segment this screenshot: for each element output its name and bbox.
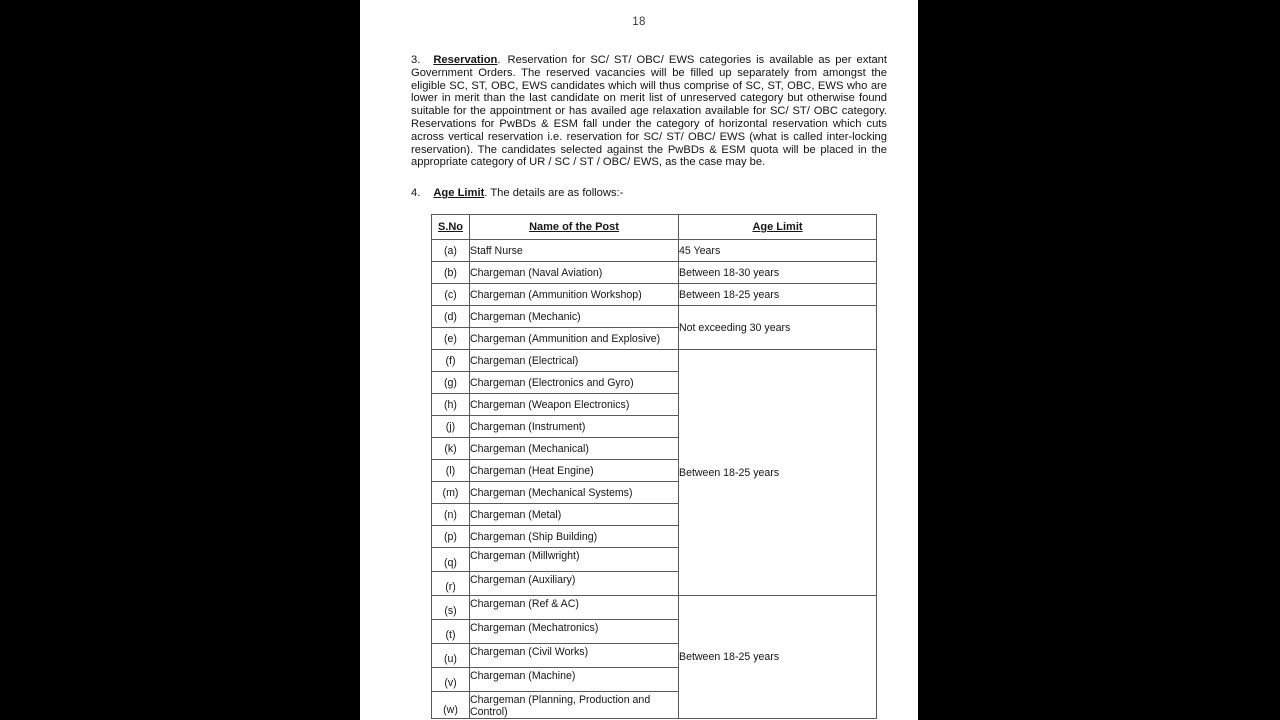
cell-age-limit: Between 18-25 years — [679, 596, 877, 719]
cell-post-name: Chargeman (Millwright) — [470, 548, 679, 572]
column-header-age: Age Limit — [679, 215, 877, 240]
table-row — [432, 262, 877, 284]
reservation-heading-punct: . — [497, 54, 501, 66]
cell-post-name: Chargeman (Ammunition and Explosive) — [470, 328, 679, 350]
reservation-body: Reservation for SC/ ST/ OBC/ EWS categories is available as per extant Government Orders. The reserved vacancies will be filled up separately from amongst the eligible SC, ST, OBC, EWS candidates which will thus comprise of SC, ST, OBC, EWS who are lower in merit than the last candidate on merit list of unreserved category but otherwise found suitable for the appointment or has availed age relaxation available for SC/ ST/ OBC category. Reservations for PwBDs & ESM fall under the category of horizontal reservation which cuts across vertical reservation i.e. reservation for SC/ ST/ OBC/ EWS (what is called inter-locking reservation). The candidates selected against the PwBDs & ESM quota will be placed in the appropriate category of UR / SC / ST / OBC/ EWS, as the case may be. — [411, 54, 887, 169]
cell-age-limit: Between 18-30 years — [679, 262, 877, 284]
age-limit-table — [431, 214, 877, 719]
table-header-row — [432, 215, 877, 240]
cell-sno: (f) — [432, 350, 470, 372]
section-age-limit — [411, 187, 887, 200]
cell-sno: (d) — [432, 306, 470, 328]
cell-sno: (h) — [432, 394, 470, 416]
cell-post-name: Chargeman (Mechatronics) — [470, 620, 679, 644]
cell-post-name: Chargeman (Mechanical Systems) — [470, 482, 679, 504]
column-header-post: Name of the Post — [470, 215, 679, 240]
column-header-sno: S.No — [432, 215, 470, 240]
cell-sno: (w) — [432, 692, 470, 719]
cell-sno: (j) — [432, 416, 470, 438]
cell-post-name: Chargeman (Instrument) — [470, 416, 679, 438]
cell-post-name: Chargeman (Mechanic) — [470, 306, 679, 328]
cell-sno: (t) — [432, 620, 470, 644]
age-limit-table-wrapper — [431, 214, 887, 719]
cell-age-limit: Between 18-25 years — [679, 284, 877, 306]
cell-sno: (a) — [432, 240, 470, 262]
cell-post-name: Chargeman (Heat Engine) — [470, 460, 679, 482]
table-row — [432, 350, 877, 372]
table-header — [432, 215, 877, 240]
cell-sno: (g) — [432, 372, 470, 394]
age-limit-heading: Age Limit — [433, 187, 485, 200]
cell-post-name: Chargeman (Auxiliary) — [470, 572, 679, 596]
cell-post-name: Chargeman (Civil Works) — [470, 644, 679, 668]
cell-sno: (s) — [432, 596, 470, 620]
page-number: 18 — [632, 16, 646, 28]
cell-sno: (p) — [432, 526, 470, 548]
cell-sno: (e) — [432, 328, 470, 350]
cell-post-name: Chargeman (Ship Building) — [470, 526, 679, 548]
cell-post-name: Chargeman (Metal) — [470, 504, 679, 526]
cell-sno: (r) — [432, 572, 470, 596]
reservation-paragraph — [411, 54, 887, 169]
cell-age-limit: Not exceeding 30 years — [679, 306, 877, 350]
reservation-number: 3. — [411, 54, 421, 66]
cell-sno: (c) — [432, 284, 470, 306]
table-row — [432, 240, 877, 262]
cell-sno: (q) — [432, 548, 470, 572]
cell-sno: (k) — [432, 438, 470, 460]
cell-post-name: Chargeman (Electrical) — [470, 350, 679, 372]
page-content — [411, 54, 887, 719]
section-reservation — [411, 54, 887, 169]
table-body — [432, 240, 877, 719]
cell-sno: (m) — [432, 482, 470, 504]
cell-sno: (u) — [432, 644, 470, 668]
cell-post-name: Chargeman (Naval Aviation) — [470, 262, 679, 284]
age-limit-intro: . The details are as follows:- — [484, 187, 624, 200]
table-row — [432, 306, 877, 328]
cell-post-name: Chargeman (Planning, Production and Control) — [470, 692, 679, 719]
cell-post-name: Chargeman (Weapon Electronics) — [470, 394, 679, 416]
cell-sno: (v) — [432, 668, 470, 692]
age-limit-number: 4. — [411, 187, 421, 200]
cell-age-limit: Between 18-25 years — [679, 350, 877, 596]
table-row — [432, 284, 877, 306]
cell-post-name: Chargeman (Electronics and Gyro) — [470, 372, 679, 394]
cell-post-name: Chargeman (Ammunition Workshop) — [470, 284, 679, 306]
cell-age-limit: 45 Years — [679, 240, 877, 262]
cell-sno: (l) — [432, 460, 470, 482]
cell-post-name: Chargeman (Machine) — [470, 668, 679, 692]
cell-post-name: Chargeman (Mechanical) — [470, 438, 679, 460]
table-row — [432, 596, 877, 620]
cell-post-name: Staff Nurse — [470, 240, 679, 262]
cell-sno: (n) — [432, 504, 470, 526]
cell-post-name: Chargeman (Ref & AC) — [470, 596, 679, 620]
cell-sno: (b) — [432, 262, 470, 284]
document-page — [360, 0, 918, 720]
reservation-heading: Reservation — [433, 54, 498, 66]
